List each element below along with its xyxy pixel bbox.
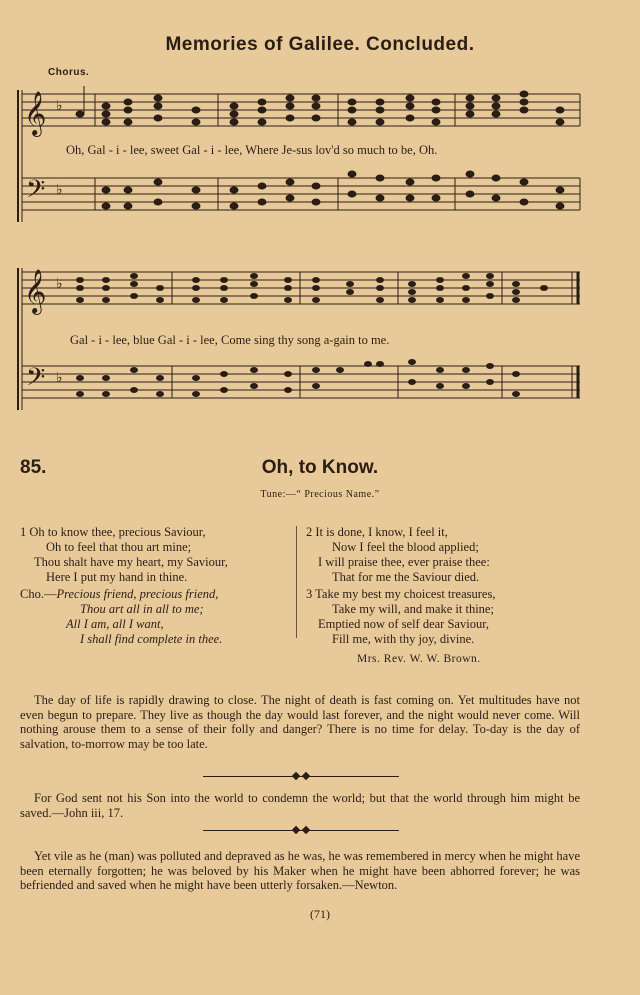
paragraph-3: Yet vile as he (man) was polluted and depraved as he was, he was remembered in mercy when he might have been eternally forgotten; he was beloved by his Maker when he might have been abhorred forever; he was befriended and saved when he might have been utterly forsaken.—Newton. [20, 849, 580, 892]
page-number: (71) [310, 907, 330, 921]
music-system-1 [0, 80, 640, 250]
ornamental-divider [203, 776, 399, 777]
verse-1 [20, 525, 228, 585]
hymn-number: 85. [20, 457, 47, 478]
chorus-line: Thou art all in all to me; [80, 602, 204, 616]
chorus-block [20, 587, 222, 647]
verse-line: Oh to feel that thou art mine; [46, 540, 192, 554]
verse-line: I will praise thee, ever praise thee: [318, 555, 490, 569]
chorus-line: I shall find complete in thee. [80, 632, 223, 646]
lyrics-line-1: Oh, Gal - i - lee, sweet Gal - i - lee, Where Je-sus lov'd so much to be, Oh. [66, 143, 438, 157]
hymn-title: Oh, to Know. [261, 457, 379, 478]
verse-line: Now I feel the blood applied; [332, 540, 479, 554]
verse-2 [306, 525, 490, 585]
svg-text:♭: ♭ [56, 183, 63, 198]
chorus-label: Chorus. [48, 67, 90, 78]
verse-line: 3 Take my best my choicest treasures, [306, 587, 496, 601]
ornamental-divider [203, 830, 399, 831]
verse-3 [306, 587, 495, 647]
tune-line: Tune:—“ Precious Name.” [260, 489, 380, 500]
verse-line: 1 Oh to know thee, precious Saviour, [20, 525, 206, 539]
verse-line: That for me the Saviour died. [332, 570, 480, 584]
verse-line: Fill me, with thy joy, divine. [332, 632, 475, 646]
svg-text:𝄢: 𝄢 [26, 175, 46, 210]
page-title: Memories of Galilee. Concluded. [165, 34, 475, 55]
chorus-line: Precious friend, precious friend, [56, 587, 219, 601]
svg-text:𝄢: 𝄢 [26, 363, 46, 398]
column-divider [296, 526, 297, 638]
verse-line: Thou shalt have my heart, my Saviour, [34, 555, 228, 569]
verse-line: Here I put my hand in thine. [46, 570, 188, 584]
chorus-line: All I am, all I want, [66, 617, 164, 631]
svg-text:♭: ♭ [56, 277, 63, 292]
lyrics-line-2: Gal - i - lee, blue Gal - i - lee, Come sing thy song a-gain to me. [70, 333, 390, 347]
svg-text:♭: ♭ [56, 371, 63, 386]
svg-text:𝄞: 𝄞 [24, 91, 47, 135]
verse-line: Emptied now of self dear Saviour, [318, 617, 489, 631]
author-credit: Mrs. Rev. W. W. Brown. [357, 653, 481, 665]
paragraph-2: For God sent not his Son into the world to condemn the world; but that the world through him might be saved.—John iii, 17. [20, 791, 580, 820]
paragraph-1: The day of life is rapidly drawing to close. The night of death is fast coming on. Yet multitudes have not even begun to prepare. They live as though the day would last forever, and the night would never come. Will nothing arouse them to a sense of their folly and danger? There is no time for delay. To-day is the day of salvation, to-morrow may be too late. [20, 693, 580, 751]
chorus-prefix: Cho.— [20, 587, 57, 601]
svg-text:𝄞: 𝄞 [24, 269, 47, 313]
verse-line: 2 It is done, I know, I feel it, [306, 525, 448, 539]
svg-text:♭: ♭ [56, 99, 63, 114]
verse-line: Take my will, and make it thine; [332, 602, 494, 616]
